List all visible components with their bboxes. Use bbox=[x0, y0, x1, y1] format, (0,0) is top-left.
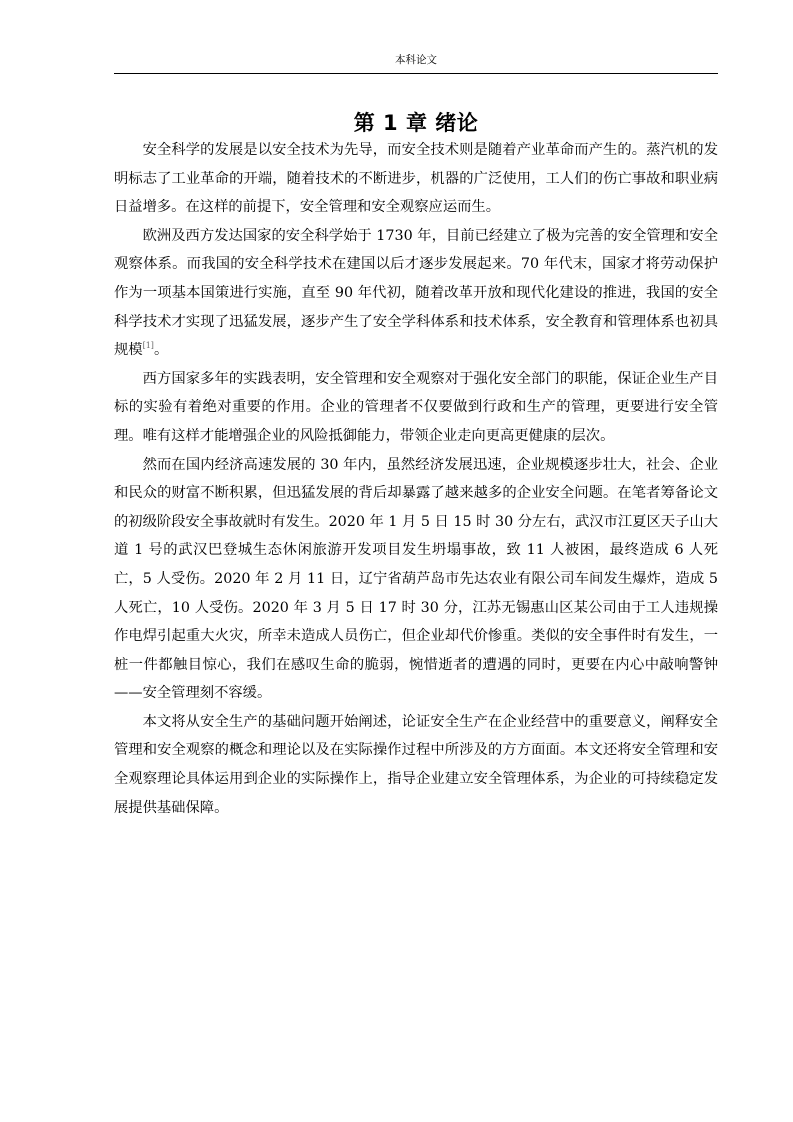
paragraph-incidents: 然而在国内经济高速发展的 30 年内，虽然经济发展迅速，企业规模逐步壮大，社会、企业和民众的财富不断积累，但迅猛发展的背后却暴露了越来越多的企业安全问题。在笔者筹备论文的初级阶段安全事故就时有发生。2020 年 1 月 5 日 15 时 30 分左右，武汉市江夏区天子山大道 1 号的武汉巴登城生态休闲旅游开发项目发生坍塌事故，致 11 人被困，最终造成 6 人死亡，5 人受伤。2020 年 2 月 11 日，辽宁省葫芦岛市先达农业有限公司车间发生爆炸，造成 5 人死亡，10 人受伤。2020 年 3 月 5 日 17 时 30 分，江苏无锡惠山区某公司由于工人违规操作电焊引起重大火灾，所幸未造成人员伤亡，但企业却代价惨重。类似的安全事件时有发生，一桩一件都触目惊心，我们在感叹生命的脆弱，惋惜逝者的遭遇的同时，更要在内心中敲响警钟——安全管理刻不容缓。 bbox=[114, 456, 718, 702]
body-text bbox=[114, 136, 718, 822]
paragraph-scope: 本文将从安全生产的基础问题开始阐述，论证安全生产在企业经营中的重要意义，阐释安全管理和安全观察的概念和理论以及在实际操作过程中所涉及的方方面面。本文还将安全管理和安全观察理论具体运用到企业的实际操作上，指导企业建立安全管理体系，为企业的可持续稳定发展提供基础保障。 bbox=[114, 713, 718, 816]
header-rule bbox=[114, 73, 718, 74]
citation-ref: [1] bbox=[142, 341, 154, 351]
paragraph-history bbox=[114, 222, 718, 365]
paragraph-history-tail: 。 bbox=[153, 342, 169, 359]
paragraph-intro: 安全科学的发展是以安全技术为先导，而安全技术则是随着产业革命而产生的。蒸汽机的发明标志了工业革命的开端，随着技术的不断进步，机器的广泛使用，工人们的伤亡事故和职业病日益增多。在这样的前提下，安全管理和安全观察应运而生。 bbox=[114, 142, 718, 216]
running-header: 本科论文 bbox=[395, 54, 437, 66]
chapter-title: 第 1 章 绪论 bbox=[353, 111, 479, 136]
paragraph-history-text: 欧洲及西方发达国家的安全科学始于 1730 年，目前已经建立了极为完善的安全管理和安全观察体系。而我国的安全科学技术在建国以后才逐步发展起来。70 年代末，国家才将劳动保护作为一项基本国策进行实施，直至 90 年代初，随着改革开放和现代化建设的推进，我国的安全科学技术才实现了迅猛发展，逐步产生了安全学科体系和技术体系，安全教育和管理体系也初具规模 bbox=[114, 227, 718, 359]
paragraph-practice: 西方国家多年的实践表明，安全管理和安全观察对于强化安全部门的职能，保证企业生产目标的实验有着绝对重要的作用。企业的管理者不仅要做到行政和生产的管理，更要进行安全管理。唯有这样才能增强企业的风险抵御能力，带领企业走向更高更健康的层次。 bbox=[114, 370, 718, 444]
